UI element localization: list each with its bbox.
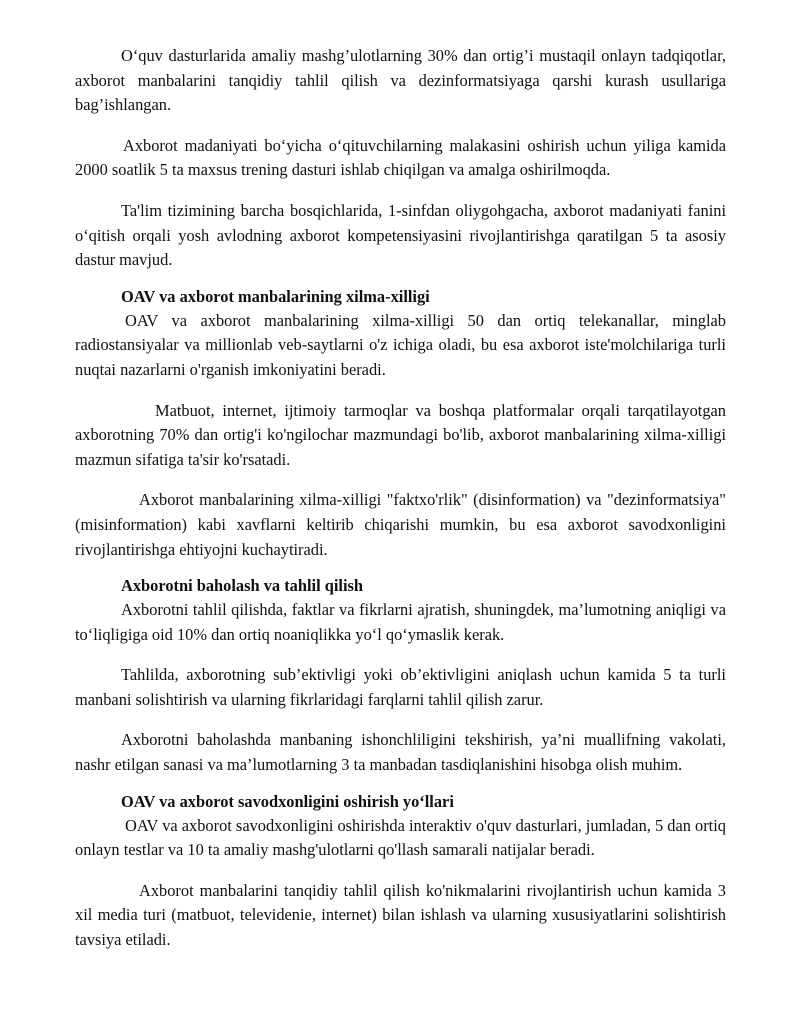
section-heading-evaluation: Axborotni baholash va tahlil qilish (121, 576, 363, 596)
paragraph-evaluation-3: Axborotni baholashda manbaning ishonchliligini tekshirish, ya’ni muallifning vakolati, nashr etilgan sanasi va ma’lumotlarning 3 ta manbadan tasdiqlanishini hisobga olish muhim. (75, 730, 726, 775)
paragraph-evaluation-2: Tahlilda, axborotning sub’ektivligi yoki ob’ektivligini aniqlash uchun kamida 5 ta turli manbani solishtirish va ularning fikrlaridagi farqlarni tahlil qilish zarur. (75, 665, 726, 709)
document-page (75, 44, 726, 969)
paragraph-evaluation-1: Axborotni tahlil qilishda, faktlar va fikrlarni ajratish, shuningdek, ma’lumotning aniqligi va to‘liqligiga oid 10% dan ortiq noaniqlikka yo‘l qo‘ymaslik kerak. (75, 600, 726, 644)
section-heading-literacy-ways: OAV va axborot savodxonligini oshirish yo‘llari (121, 791, 454, 811)
paragraph-education-programs: Ta'lim tizimining barcha bosqichlarida, 1-sinfdan oliygohgacha, axborot madaniyati fanini o‘qitish orqali yosh avlodning axborot kompetensiyasini rivojlantirishga qaratilgan 5 ta asosiy dastur mavjud. (75, 200, 726, 270)
paragraph-media-diversity-3: Axborot manbalarining xilma-xilligi "faktxo'rlik" (disinformation) va "dezinformatsiya" (misinformation) kabi xavflarni keltirib chiqarishi mumkin, bu esa axborot savodxonligini rivojlantirishga ehtiyojni kuchaytiradi. (75, 490, 726, 559)
paragraph-teacher-training: Axborot madaniyati bo‘yicha o‘qituvchilarning malakasini oshirish uchun yiliga kamida 2000 soatlik 5 ta maxsus trening dasturi ishlab chiqilgan va amalga oshirilmoqda. (75, 135, 726, 180)
paragraph-practical-share: O‘quv dasturlarida amaliy mashg’ulotlarning 30% dan ortig’i mustaqil onlayn tadqiqotlar, axborot manbalarini tanqidiy tahlil qilish va dezinformatsiyaga qarshi kurash usullariga bag’ishlangan. (75, 46, 726, 115)
paragraph-media-diversity-2: Matbuot, internet, ijtimoiy tarmoqlar va boshqa platformalar orqali tarqatilayotgan axborotning 70% dan ortig'i ko'ngilochar mazmundagi bo'lib, axborot manbalarining xilma-xilligi mazmun sifatiga ta'sir ko'rsatadi. (75, 400, 726, 469)
paragraph-literacy-1: OAV va axborot savodxonligini oshirishda interaktiv o'quv dasturlari, jumladan, 5 dan ortiq onlayn testlar va 10 ta amaliy mashg'ulotlarni qo'llash samarali natijalar beradi. (75, 815, 726, 860)
section-heading-media-diversity: OAV va axborot manbalarining xilma-xilligi (121, 286, 430, 306)
paragraph-literacy-2: Axborot manbalarini tanqidiy tahlil qilish ko'nikmalarini rivojlantirish uchun kamida 3 xil media turi (matbuot, televidenie, internet) bilan ishlash va ularning xususiyatlarini solishtirish tavsiya etiladi. (75, 880, 726, 950)
paragraph-media-diversity-1: OAV va axborot manbalarining xilma-xilligi 50 dan ortiq telekanallar, minglab radiostansiyalar va millionlab veb-saytlarni o'z ichiga oladi, bu esa axborot iste'molchilariga turli nuqtai nazarlarni o'rganish imkoniyatini beradi. (75, 310, 726, 379)
